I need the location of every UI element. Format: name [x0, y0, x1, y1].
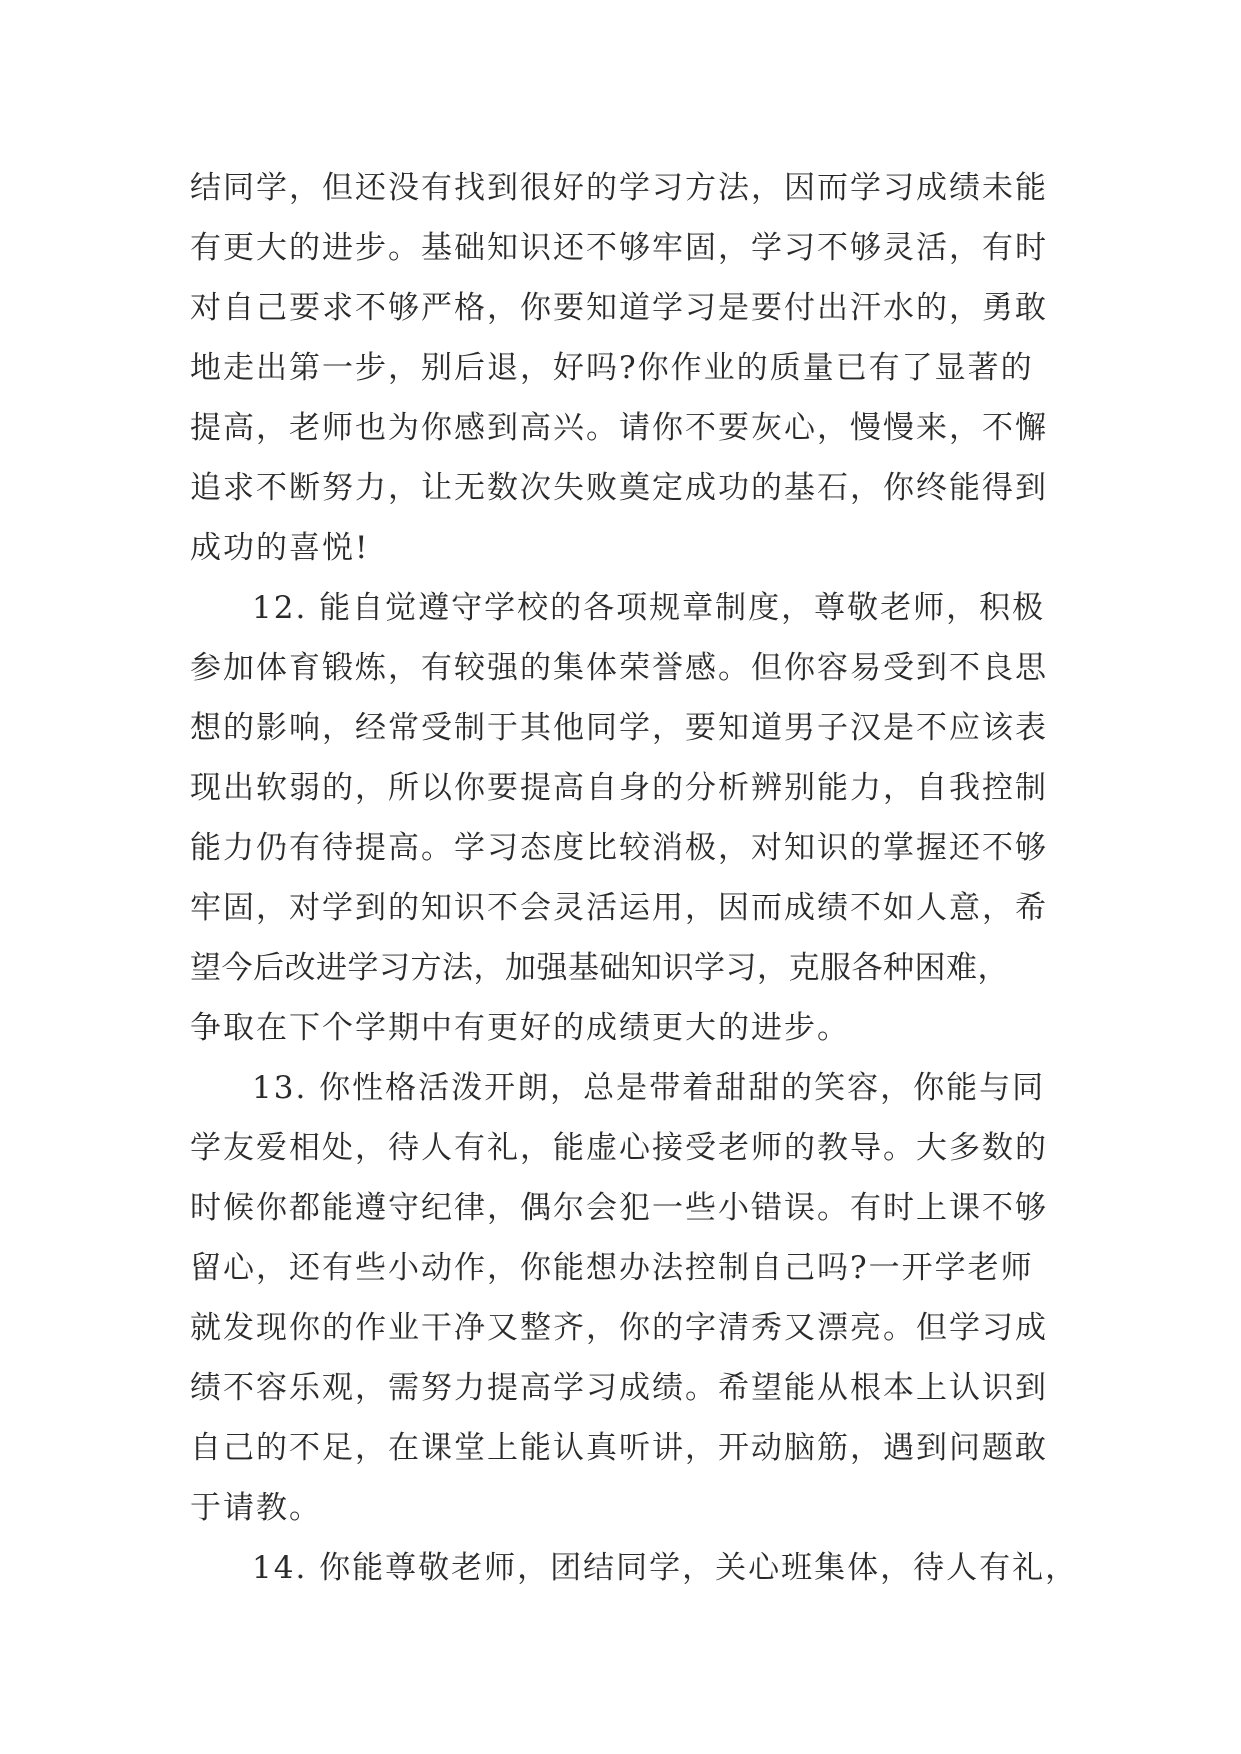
paragraph-12-first-line: 12. 能自觉遵守学校的各项规章制度，尊敬老师，积极 [252, 590, 1046, 626]
text-line: 牢固，对学到的知识不会灵活运用，因而成绩不如人意，希 [190, 890, 1048, 926]
paragraph-13-first-line: 13. 你性格活泼开朗，总是带着甜甜的笑容，你能与同 [252, 1070, 1046, 1106]
text-line: 有更大的进步。基础知识还不够牢固，学习不够灵活，有时 [190, 230, 1048, 266]
paragraph-14-first-line: 14. 你能尊敬老师，团结同学，关心班集体，待人有礼， [252, 1550, 1079, 1586]
text-line: 地走出第一步，别后退，好吗?你作业的质量已有了显著的 [190, 350, 1034, 386]
text-line: 能力仍有待提高。学习态度比较消极，对知识的掌握还不够 [190, 830, 1048, 866]
text-line: 于请教。 [190, 1490, 322, 1526]
text-line: 留心，还有些小动作，你能想办法控制自己吗?一开学老师 [190, 1250, 1034, 1286]
text-line: 争取在下个学期中有更好的成绩更大的进步。 [190, 1010, 850, 1046]
text-line: 自己的不足，在课堂上能认真听讲，开动脑筋，遇到问题敢 [190, 1430, 1048, 1466]
document-body [190, 158, 1079, 1598]
text-line: 想的影响，经常受制于其他同学，要知道男子汉是不应该表 [190, 710, 1048, 746]
text-line: 成功的喜悦! [190, 530, 370, 566]
text-line: 提高，老师也为你感到高兴。请你不要灰心，慢慢来，不懈 [190, 410, 1048, 446]
text-line: 望今后改进学习方法，加强基础知识学习，克服各种困难， [190, 950, 1009, 986]
text-line: 绩不容乐观，需努力提高学习成绩。希望能从根本上认识到 [190, 1370, 1048, 1406]
text-line: 结同学，但还没有找到很好的学习方法，因而学习成绩未能 [190, 170, 1048, 206]
text-line: 对自己要求不够严格，你要知道学习是要付出汗水的，勇敢 [190, 290, 1048, 326]
text-line: 现出软弱的，所以你要提高自身的分析辨别能力，自我控制 [190, 770, 1048, 806]
text-line: 学友爱相处，待人有礼，能虚心接受老师的教导。大多数的 [190, 1130, 1048, 1166]
text-line: 就发现你的作业干净又整齐，你的字清秀又漂亮。但学习成 [190, 1310, 1048, 1346]
text-line: 时候你都能遵守纪律，偶尔会犯一些小错误。有时上课不够 [190, 1190, 1048, 1226]
text-line: 追求不断努力，让无数次失败奠定成功的基石，你终能得到 [190, 470, 1048, 506]
text-line: 参加体育锻炼，有较强的集体荣誉感。但你容易受到不良思 [190, 650, 1048, 686]
